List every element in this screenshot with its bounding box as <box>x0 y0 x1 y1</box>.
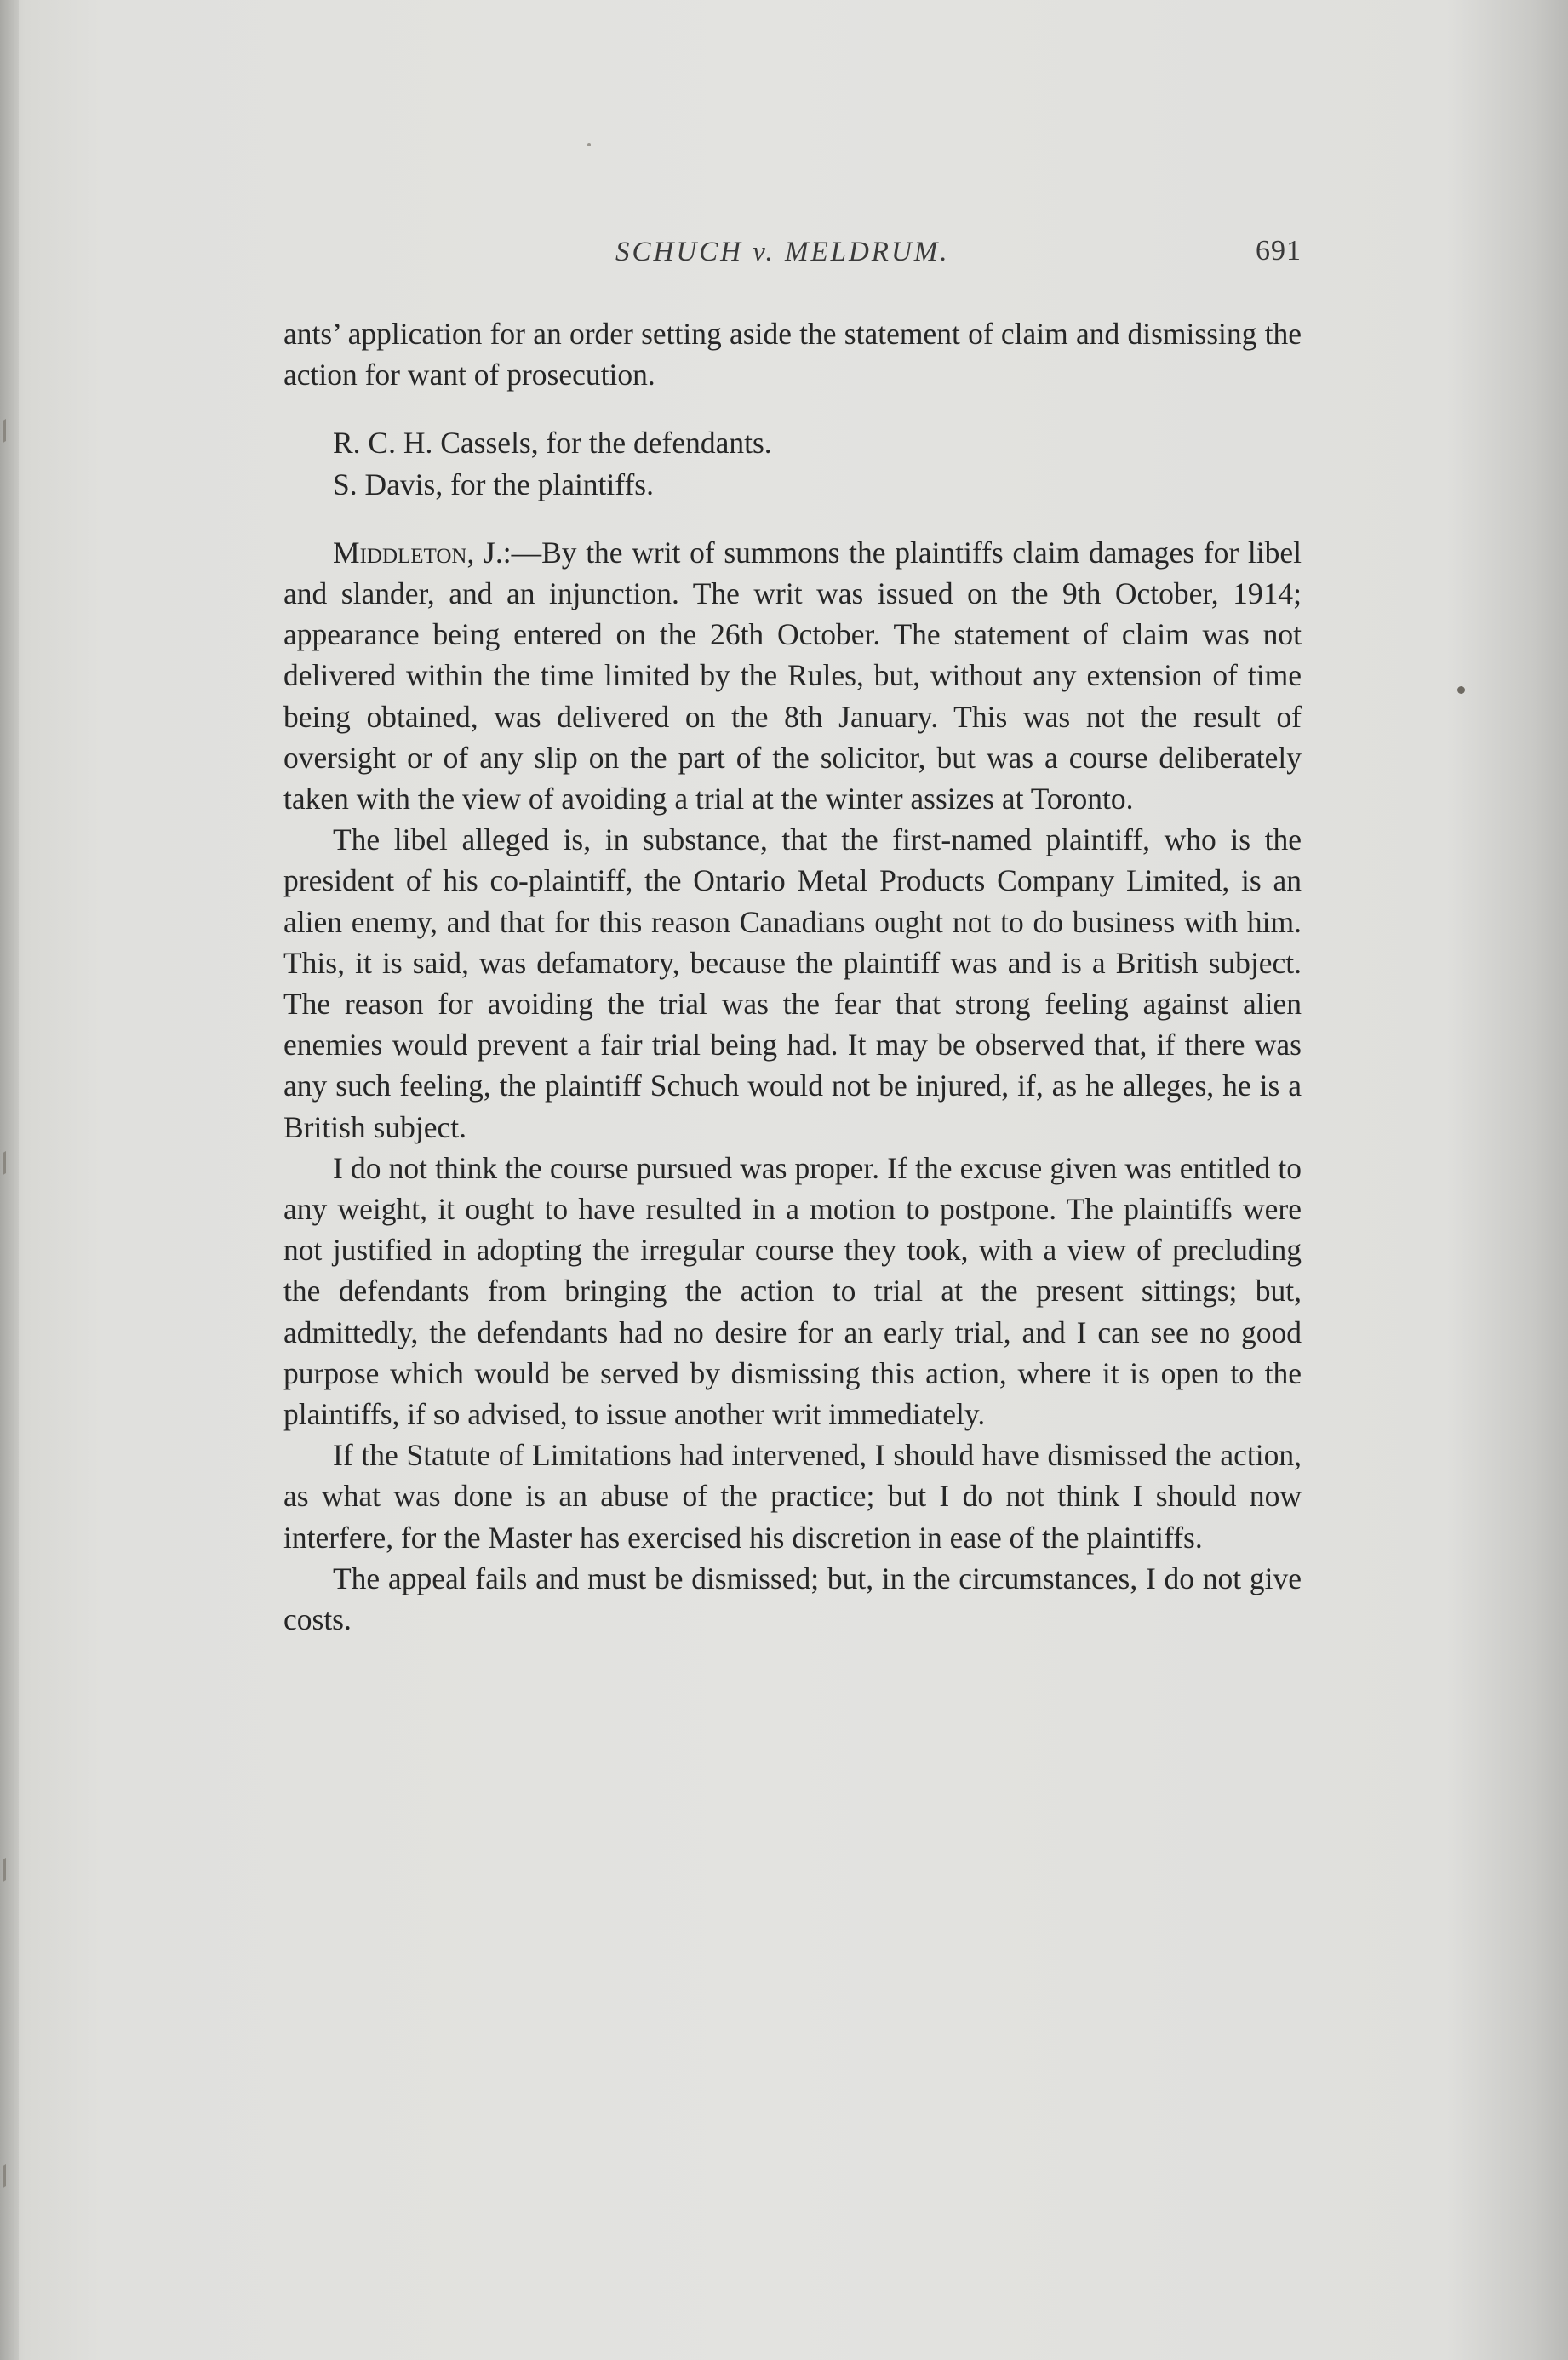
opening-paragraph: ants’ application for an order setting aside the statement of claim and dismissing the action for want of prosecution. <box>283 317 1302 392</box>
body-paragraph: The libel alleged is, in substance, that the first-named plaintiff, who is the president of his co-plaintiff, the Ontario Metal Products Company Limited, is an alien enemy, and that for this reason Canadians ought not to do business with him. This, it is said, was defamatory, because the plaintiff was and is a British subject. The reason for avoiding the trial was the fear that strong feeling against alien enemies would prevent a fair trial being had. It may be observed that, if there was any such feeling, the plaintiff Schuch would not be injured, if, as he alleges, he is a British subject. <box>283 822 1302 1144</box>
page-body <box>283 313 1302 1640</box>
body-paragraph: If the Statute of Limitations had intervened, I should have dismissed the action, as what was done is an abuse of the practice; but I do not think I should now interfere, for the Master has exercised his discretion in ease of the plaintiffs. <box>283 1438 1302 1555</box>
judge-name: Middleton, J. <box>333 535 503 570</box>
counsel-plaintiffs: S. Davis, for the plaintiffs. <box>333 467 654 501</box>
body-paragraph: The appeal fails and must be dismissed; but, in the circumstances, I do not give costs. <box>283 1561 1302 1637</box>
counsel-list <box>283 422 1302 504</box>
page-header <box>283 232 1302 283</box>
judgment-paragraph <box>283 532 1302 819</box>
ink-speck <box>587 143 591 146</box>
binding-edge <box>0 0 19 2360</box>
body-paragraph: I do not think the course pursued was proper. If the excuse given was entitled to any weight, it ought to have resulted in a motion to postpone. The plaintiffs were not justified in adopting the irregular course they took, with a view of precluding the defendants from bringing the action to trial at the present sittings; but, admittedly, the defendants had no desire for an early trial, and I can see no good purpose which would be served by dismissing this action, where it is open to the plaintiffs, if so advised, to issue another writ immediately. <box>283 1150 1302 1432</box>
page-number: 691 <box>1256 235 1302 266</box>
running-head: SCHUCH v. MELDRUM. <box>615 237 950 267</box>
counsel-defendants: R. C. H. Cassels, for the defendants. <box>333 426 772 461</box>
ink-speck <box>1457 686 1465 694</box>
judgment-intro-text: :—By the writ of summons the plaintiffs claim damages for libel and slander, and an injunction. The writ was issued on the 9th October, 1914; appearance being entered on the 26th October. The statement of claim was not delivered within the time limited by the Rules, but, without any extension of time being obtained, was delivered on the 8th January. This was not the result of oversight or of any slip on the part of the solicitor, but was a course deliberately taken with the view of avoiding a trial at the winter assizes at Toronto. <box>283 535 1302 816</box>
